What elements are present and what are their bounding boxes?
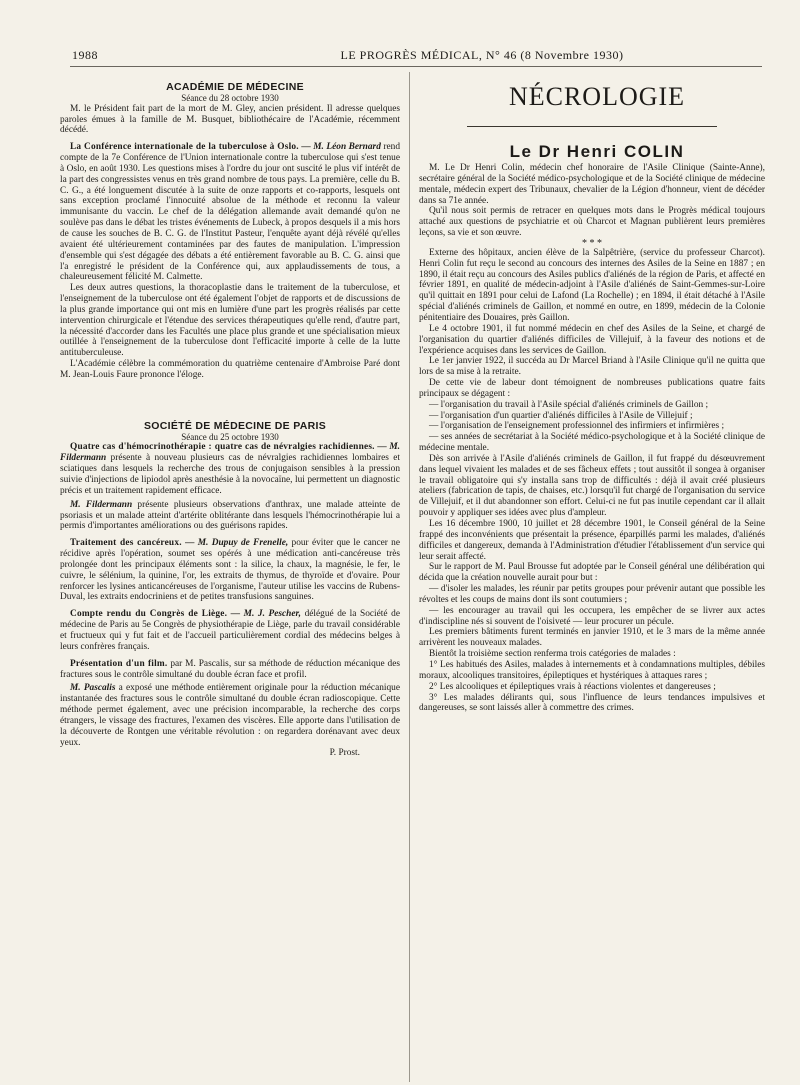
section-title: ACADÉMIE DE MÉDECINE [166,81,304,93]
running-title: LE PROGRÈS MÉDICAL, N° 46 (8 Novembre 1930) [340,48,624,62]
heading-rule [467,126,717,127]
paragraph: Bientôt la troisième section renferma trois catégories de malades : [429,649,676,660]
list-item: — l'organisation du travail à l'Asile spécial d'aliénés criminels de Gaillon ; [429,399,709,410]
paragraph: Le 1er janvier 1922, il succéda au Dr Marcel Briand à l'Asile Clinique qu'il ne quitta que lors de sa mise à la retraite. [419,356,765,378]
item-heading: Traitement des cancéreux. [70,538,182,549]
item-body: pour éviter que le cancer ne récidive après l'opération, soumet ses opérés à une médication anti-cancéreuse très prolongée dont les principaux éléments sont : la silice, la chaux, la magnésie, le fer, le cuivre, le sélénium, la quinine, l'or, les extraits de thymus, de thyroïde et d'ovaire. Pour renforcer les lysines anticancéreuses de l'organisme, l'auteur utilise les vaccins de Rubens-Duval, les extraits endocriniens et de petites transfusions sanguines. [60,538,400,603]
page-number: 1988 [72,48,98,62]
header-rule [70,66,762,67]
item-author: — M. J. Pescher, [230,609,301,620]
item-heading: Compte rendu du Congrès de Liège. [70,609,228,620]
paragraph: Dès son arrivée à l'Asile d'aliénés criminels de Gaillon, il fut frappé du désœuvrement dans lequel vivaient les malades et de ses fâcheux effets ; tout aussitôt il songea à organiser le travail obligatoire qui s'y installa sans trop de difficultés : déjà il avait créé plusieurs ateliers (fabrication de tapis, de chaises, etc.) lorsqu'il fut chargé de l'organisation du service de Villejuif, et il dut abandonner son effort. Celui-ci ne fut pas inutile cependant car il allait pouvoir y appliquer ses idées avec plus d'ampleur. [419,453,765,519]
paragraph: M. Le Dr Henri Colin, médecin chef honoraire de l'Asile Clinique (Sainte-Anne), secrétaire général de la Société médico-psychologique et de la Société clinique de médecine mentale, médecin expert des Tribunaux, chevalier de la Légion d'honneur, vient de décéder dans sa 71e année. [419,163,765,206]
paragraph [60,683,400,748]
section-title: SOCIÉTÉ DE MÉDECINE DE PARIS [143,419,327,432]
list-item: 3° Les malades délirants qui, sous l'influence de leurs tendances impulsives et dangereuses, se sont laissés aller à commettre des crimes. [419,692,765,714]
item-author: M. Fildermann [70,499,133,510]
necrologie-heading: NÉCROLOGIE [508,82,686,111]
paragraph: De cette vie de labeur dont témoignent de nombreuses publications quatre faits principaux se dégagent : [419,378,765,399]
item-body: a exposé une méthode entièrement originale pour la réduction mécanique instantanée des fractures sous le contrôle simultané du double écran radioscopique. Cette méthode permet également, avec une précision incomparable, la recherche des corps étrangers, le vissage des fractures, l'examen des viscères. Elle apporte dans l'utilisation de la découverte de Rontgen une véritable révolution : on regardera dorénavant avec deux yeux. [60,683,400,748]
item-body: sur sa méthode de réduction mécanique des fractures sous le contrôle simultané du double écran face et profil. [60,658,400,680]
item-body: présente plusieurs observations d'anthrax, une malade atteinte de psoriasis et un malade atteint d'artérite oblitérante dans lesquels l'hémocrinothérapie lui a permis d'importantes améliorations ou des guérisons rapides. [60,499,400,532]
list-item: — les encourager au travail qui les occupera, les empêcher de se livrer aux actes d'indiscipline nés si souvent de l'oisiveté — leur procurer un pécule. [419,605,765,627]
item-heading: La Conférence internationale de la tuberculose à Oslo. [70,142,299,153]
list-item: — l'organisation d'un quartier d'aliénés difficiles à l'Asile de Villejuif ; [429,410,693,421]
deceased-name: Le Dr Henri COLIN [509,142,685,161]
signature: P. Prost. [329,748,360,759]
item-body: rend compte de la 7e Conférence de l'Union internationale contre la tuberculose qui s'est tenue à Oslo, en août 1930. Les questions mises à l'ordre du jour ont suscité le plus vif intérêt de la part des congressistes venus en très grand nombre de tous pays. La première, celle du B. C. G., a été longuement discutée à la suite de onze rapports et co-rapports, lesquels ont sans exception proclamé l'innocuité absolue de la méthode et reconnu la valeur immunisante du vaccin. Le chef de la délégation allemande avait demandé qu'on ne soulève pas dans le débat les tristes événements de Lubeck, à propos desquels il a mis hors de cause les souches de B. C. G. de l'Institut Pasteur, l'enquête ayant déjà révélé qu'elles avaient été ultérieurement contaminées par des fautes de manipulation. L'impression d'ensemble qui s'est dégagée des débats a été entièrement favorable au B. C. G. ainsi que l'a enregistré le président de la Conférence qui, aux applaudissements de tous, a chaleureusement félicité M. Calmette. [60,142,401,283]
paragraph: Les deux autres questions, la thoracoplastie dans le traitement de la tuberculose, et l'enseignement de la tuberculose ont été également l'objet de rapports et de discussions de la plus grande importance qui ont mis en lumière d'une part les progrès réalisés par cette intervention chirurgicale et l'étendue des services thérapeutiques qu'elle rend, d'autre part, la nécessité d'accorder dans les Facultés une place plus grande et une spécialisation mieux outillée à l'enseignement de la tuberculose dont l'efficacité importe à celle de la lutte antituberculeuse. [60,283,400,359]
paragraph: Le 4 octobre 1901, il fut nommé médecin en chef des Asiles de la Seine, et chargé de l'organisation du quartier d'aliénés difficiles de Villejuif, à la faveur des notions et de l'expérience acquises dans les services de Gaillon. [419,323,765,356]
paragraph: M. le Président fait part de la mort de M. Gley, ancien président. Il adresse quelques paroles émues à la famille de M. Busquet, bibliothécaire de l'Académie, récemment décédé. [60,103,400,136]
item-heading: Présentation d'un film. [70,658,168,669]
paragraph [60,500,400,533]
seance-date: Séance du 25 octobre 1930 [181,431,279,442]
item-author: — M. Fildermann [60,442,400,464]
column-divider [409,72,410,1082]
item-heading: Quatre cas d'hémocrinothérapie : quatre cas de névralgies rachidiennes. [70,442,375,453]
paragraph: Sur le rapport de M. Paul Brousse fut adoptée par le Conseil général une délibération qui décida que la création nouvelle aurait pour but : [419,562,765,584]
list-item: — d'isoler les malades, les réunir par petits groupes pour prévenir autant que possible les révoltes et les coups de mains dont ils sont coutumiers ; [419,584,765,605]
paragraph [60,609,400,652]
item-author: — M. Léon Bernard [301,142,381,153]
paragraph: Qu'il nous soit permis de retracer en quelques mots dans le Progrès médical toujours attaché aux questions de psychiatrie et où Charcot et Magnan publièrent leurs premières leçons, sa vie et son œuvre. [419,206,765,239]
paragraph: Externe des hôpitaux, ancien élève de la Salpêtrière, (service du professeur Charcot). Henri Colin fut reçu le second au concours des internes des Asiles de la Seine en 1887 ; en 1890, il était reçu au concours des Asiles publics d'aliénés de la région de Paris, et affecté en février 1891, en qualité de médecin-adjoint à l'Asile d'aliénés de Saint-Gemmes-sur-Loire qu'il quittait en 1891 pour celui de Lafond (La Rochelle) ; en 1894, il était détaché à l'Asile spécial d'aliénés criminels de Gaillon, et nommé en outre, en 1899, médecin de la Colonie pénitentiaire des Douaires, près Gaillon. [419,247,765,323]
paragraph [60,442,400,496]
paragraph [60,538,400,603]
list-item: — ses années de secrétariat à la Société médico-psychologique et à la Société clinique de médecine mentale. [419,432,765,454]
seance-date: Séance du 28 octobre 1930 [181,92,279,103]
societe-section [60,421,400,759]
left-column [60,82,400,759]
item-author: par M. Pascalis, [170,658,232,669]
paragraph: L'Académie célèbre la commémoration du quatrième centenaire d'Ambroise Paré dont M. Jean-Louis Faure prononce l'éloge. [60,359,400,380]
item-author: M. Pascalis [70,683,116,694]
item-body: présente à nouveau plusieurs cas de névralgies rachidiennes lombaires et sciatiques dans lesquels la recherche des trous de conjugaison sensibles à la pression suivie d'injections de lipiodol après anesthésie à la novocaïne, lui permettent un diagnostic précis et un traitement rapidement efficace. [60,453,400,496]
paragraph [60,659,400,681]
paragraph: Les 16 décembre 1900, 10 juillet et 28 décembre 1901, le Conseil général de la Seine frappé des inconvénients que présentait la présence, éparpillés parmi les malades, d'aliénés difficiles et dangereux, demanda à l'Administration d'étudier l'établissement d'un service qui leur serait affecté. [419,519,765,562]
separator-stars: * * * [582,237,602,249]
paragraph [60,142,400,283]
item-author: — M. Dupuy de Frenelle, [185,538,289,549]
academie-section [60,82,400,381]
item-body: délégué de la Société de médecine de Paris au 5e Congrès de physiothérapie de Liège, parle du travail considérable et fructueux qui y fut fait et de l'accueil particulièrement cordial des médecins belges à leurs confrères français. [60,609,400,652]
list-item: 2° Les alcooliques et épileptiques vrais à réactions violentes et dangereuses ; [429,681,716,692]
list-item: 1° Les habitués des Asiles, malades à internements et à condamnations multiples, débiles moraux, alcooliques transitoires, épileptiques et hystériques à attaques rares ; [419,659,765,681]
list-item: — l'organisation de l'enseignement professionnel des infirmiers et infirmières ; [429,421,725,432]
paragraph: Les premiers bâtiments furent terminés en janvier 1910, et le 3 mars de la même année arrivèrent les nouveaux malades. [419,627,765,649]
right-column [419,82,765,714]
